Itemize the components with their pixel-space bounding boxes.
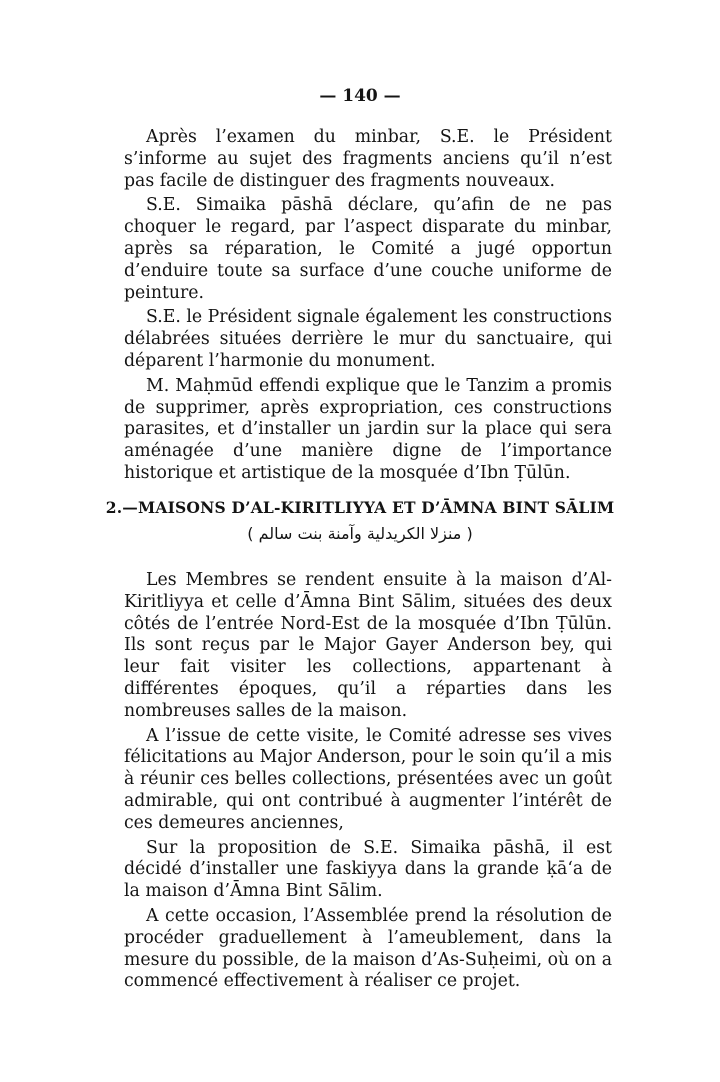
section-heading: 2.—MAISONS D’AL-KIRITLIYYA ET D’ĀMNA BINT SĀLIM [105, 498, 615, 517]
paragraph: A l’issue de cette visite, le Comité adresse ses vives félicitations au Major Anderson, pour le soin qu’il a mis à réunir ces belles collections, présentées avec un goût admirable, qui ont contribué à augmenter l’intérêt de ces demeures anciennes, [124, 725, 612, 833]
paragraph: Après l’examen du minbar, S.E. le Président s’informe au sujet des fragments anciens qu’il n’est pas facile de distinguer des fragments nouveaux. [124, 127, 612, 191]
paragraph: S.E. Simaika pāshā déclare, qu’afin de ne pas choquer le regard, par l’aspect disparate du minbar, après sa réparation, le Comité a jugé opportun d’enduire toute sa surface d’une couche uniforme de peinture. [124, 195, 612, 303]
paragraph: S.E. le Président signale également les constructions délabrées situées derrière le mur du sanctuaire, qui déparent l’harmonie du monument. [124, 307, 612, 371]
arabic-title: ( منزلا الكريدلية وآمنة بنت سالم ) [247, 524, 473, 543]
paragraph: A cette occasion, l’Assemblée prend la résolution de procéder graduellement à l’ameublement, dans la mesure du possible, de la maison d’As-Suḥeimi, où on a commencé effectivement à réaliser ce projet. [124, 905, 612, 992]
text-block-bottom [124, 570, 612, 996]
text-block-top [124, 127, 612, 488]
page-number: — 140 — [319, 86, 401, 106]
paragraph: Les Membres se rendent ensuite à la maison d’Al-Kiritliyya et celle d’Āmna Bint Sālim, situées des deux côtés de l’entrée Nord-Est de la mosquée d’Ibn Ṭūlūn. Ils sont reçus par le Major Gayer Anderson bey, qui leur fait visiter les collections, appartenant à différentes époques, qu’il a réparties dans les nombreuses salles de la maison. [124, 570, 612, 721]
paragraph: M. Maḥmūd effendi explique que le Tanzim a promis de supprimer, après expropriation, ces constructions parasites, et d’installer un jardin sur la place qui sera aménagée d’une manière digne de l’importance historique et artistique de la mosquée d’Ibn Ṭūlūn. [124, 375, 612, 483]
paragraph: Sur la proposition de S.E. Simaika pāshā, il est décidé d’installer une faskiyya dans la grande ḳā‘a de la maison d’Āmna Bint Sālim. [124, 837, 612, 902]
